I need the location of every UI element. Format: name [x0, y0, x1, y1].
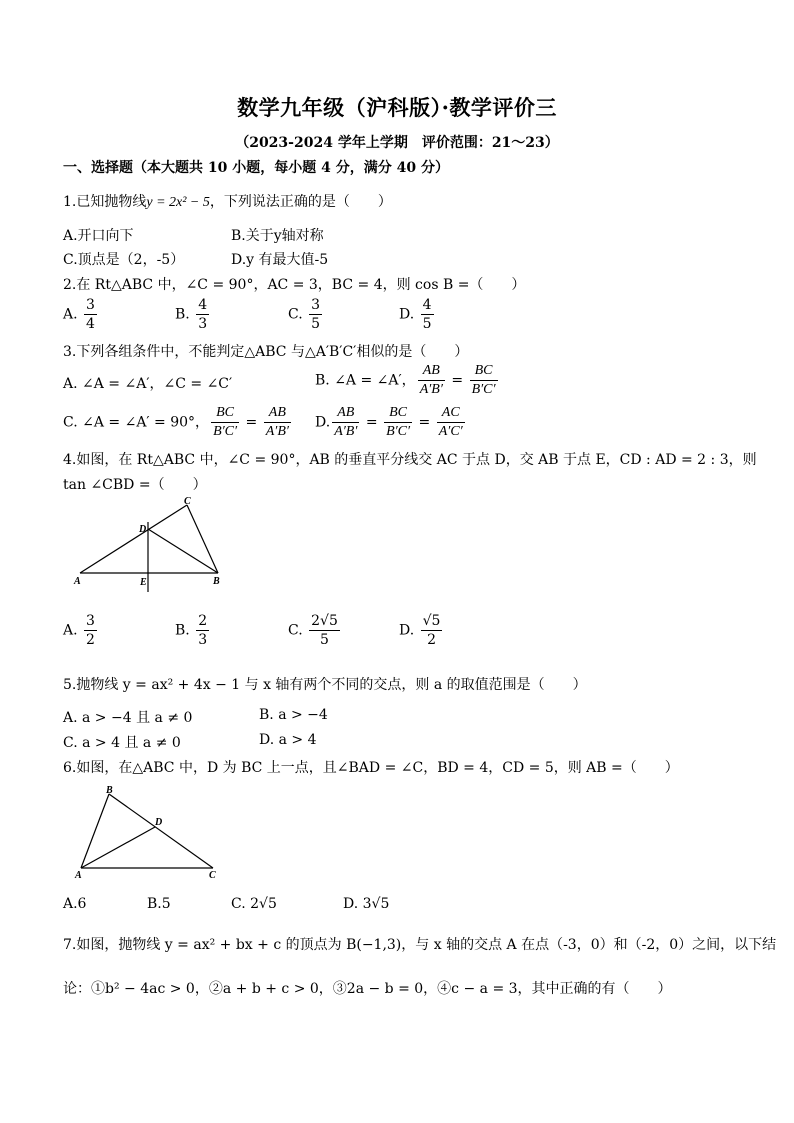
question-stem-tail: ，下列说法正确的是（ ）: [209, 194, 392, 210]
question-4-line2: tan ∠CBD =（ ）: [63, 477, 207, 493]
option-d: D. $\frac{AB}{A'B'}$ = $\frac{BC}{B'C'}$ = $\frac{AC}{A'C'}$: [315, 405, 463, 439]
option-a: A. $\frac{3}{2}$: [63, 613, 95, 648]
option-d: D. $\frac{4}{5}$: [399, 297, 432, 332]
point-label-b: B: [213, 576, 220, 587]
page-subtitle: （2023-2024 学年上学期 评价范围：21～23）: [235, 135, 559, 151]
question-number: 3.: [63, 344, 77, 360]
segment-ad: [81, 827, 155, 868]
option-a: A. a > −4 且 a ≠ 0: [63, 710, 193, 726]
formula: y = 2x² − 5: [146, 195, 210, 210]
question-stem: 如图，抛物线 y = ax² + bx + c 的顶点为 B(−1,3)，与 x 轴的交点 A 在点（-3，0）和（-2，0）之间，以下结: [76, 937, 777, 953]
option-c: C. $\frac{3}{5}$: [288, 297, 321, 332]
option-d: D. 3√5: [343, 896, 390, 912]
question-number: 2.: [63, 277, 77, 293]
option-d: D. a > 4: [259, 732, 317, 748]
question-2: [63, 274, 525, 294]
option-a: A. ∠A = ∠A′，∠C = ∠C′: [63, 376, 233, 392]
question-5: [63, 674, 587, 694]
question-6: [63, 757, 679, 777]
option-b: B. $\frac{2}{3}$: [175, 613, 208, 648]
question-7: [63, 934, 776, 954]
question-4: [63, 449, 757, 469]
segment-ac: [80, 505, 187, 573]
option-c: C. $\frac{2√5}{5}$: [288, 613, 338, 648]
option-b: B. $\frac{4}{3}$: [175, 297, 208, 332]
question-stem: 抛物线 y = ax² + 4x − 1 与 x 轴有两个不同的交点，则 a 的取值范围是（ ）: [76, 677, 587, 693]
option-a: A. $\frac{3}{4}$: [63, 297, 95, 332]
figure-q6-triangle: [66, 784, 226, 880]
question-3: [63, 341, 468, 361]
option-a: A.6: [63, 896, 87, 912]
question-stem: 如图，在△ABC 中，D 为 BC 上一点，且∠BAD = ∠C，BD = 4，CD = 5，则 AB =（ ）: [76, 760, 679, 776]
segment-bc: [109, 794, 213, 868]
option-b: B. ∠A = ∠A′， $\frac{AB}{A'B'}$ = $\frac{BC}{B'C'}$: [315, 363, 496, 397]
figure-q4-triangle: [60, 496, 230, 596]
option-d: D.y 有最大值-5: [231, 252, 329, 268]
option-b: B.关于y轴对称: [231, 228, 324, 244]
point-label-b: B: [106, 785, 113, 796]
question-number: 5.: [63, 677, 77, 693]
question-1: [63, 191, 392, 211]
option-d: D. $\frac{√5}{2}$: [399, 613, 441, 648]
option-c: C. 2√5: [231, 896, 277, 912]
question-number: 4.: [63, 452, 77, 468]
option-b: B.5: [147, 896, 171, 912]
option-a: A.开口向下: [63, 228, 134, 244]
option-c: C. ∠A = ∠A′ = 90°， $\frac{BC}{B'C'}$ = $\frac{AB}{A'B'}$: [63, 405, 289, 439]
point-label-c: C: [209, 870, 216, 880]
question-stem: 下列各组条件中，不能判定△ABC 与△A′B′C′相似的是（ ）: [76, 344, 469, 360]
option-b: B. a > −4: [259, 707, 328, 723]
question-number: 1.: [63, 194, 77, 210]
point-label-d: D: [155, 817, 163, 828]
question-number: 6.: [63, 760, 77, 776]
option-c: C.顶点是（2，-5）: [63, 252, 185, 268]
point-label-e: E: [140, 577, 147, 588]
question-stem: 如图，在 Rt△ABC 中，∠C = 90°，AB 的垂直平分线交 AC 于点 D，交 AB 于点 E，CD : AD = 2 : 3，则: [76, 452, 757, 468]
point-label-c: C: [184, 496, 191, 507]
option-c: C. a > 4 且 a ≠ 0: [63, 735, 181, 751]
question-stem: 在 Rt△ABC 中，∠C = 90°，AC = 3，BC = 4，则 cos B =（ ）: [76, 277, 526, 293]
point-label-a: A: [74, 576, 81, 587]
question-7-line2: 论：①b² − 4ac > 0，②a + b + c > 0，③2a − b = 0，④c − a = 3，其中正确的有（ ）: [63, 981, 672, 997]
segment-ab: [81, 794, 109, 868]
question-number: 7.: [63, 937, 77, 953]
section-heading: 一、选择题（本大题共 10 小题，每小题 4 分，满分 40 分）: [63, 160, 449, 176]
point-label-a: A: [75, 870, 82, 880]
question-stem: 已知抛物线: [76, 194, 147, 210]
point-label-d: D: [139, 524, 147, 535]
page-title: 数学九年级（沪科版）·教学评价三: [237, 95, 557, 120]
